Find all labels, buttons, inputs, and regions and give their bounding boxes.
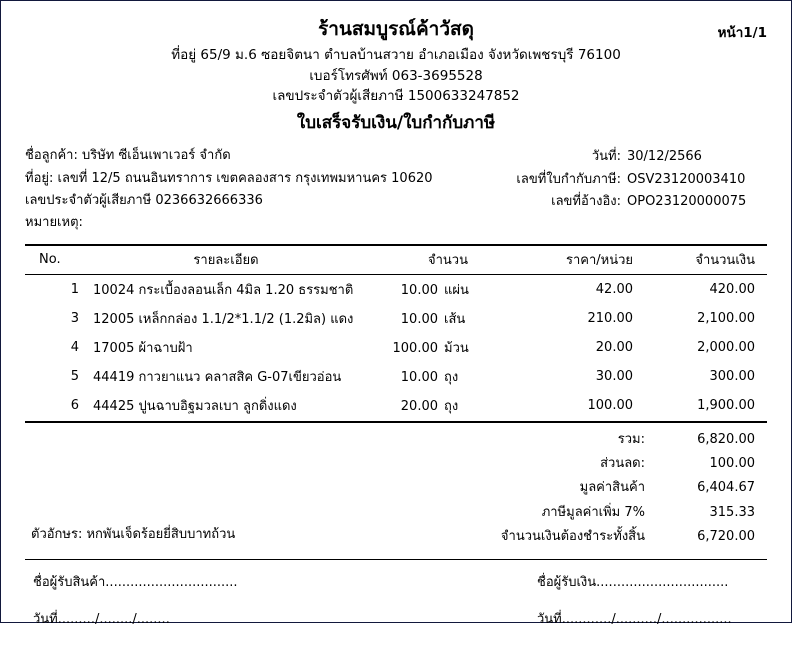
totals-label: จำนวนเงินต้องชำระทั้งสิ้น [500, 529, 645, 545]
table-row [25, 304, 767, 333]
party-meta-section [25, 145, 767, 234]
cell-amount: 2,100.00 [697, 310, 755, 326]
invoice-meta-row [516, 169, 759, 191]
payee-date-line: วันที่............/........../................. [537, 612, 732, 628]
customer-name: ชื่อลูกค้า: บริษัท ซีเอ็นเพาเวอร์ จำกัด [25, 148, 231, 164]
cell-qty [373, 333, 523, 362]
qty-wrapper [373, 308, 503, 329]
invoice-document [1, 1, 791, 628]
totals-label: มูลค่าสินค้า [579, 480, 645, 496]
cell-qty-unit: ถุง [444, 398, 459, 414]
cell-amount: 1,900.00 [697, 397, 755, 413]
invoice-meta-row [516, 146, 759, 168]
qty-wrapper [373, 366, 503, 387]
page-number: หน้า1/1 [717, 25, 767, 41]
signature-section [25, 573, 767, 643]
cell-detail: 17005 ผ้าฉาบฝ้า [93, 340, 193, 356]
document-header [25, 17, 767, 136]
cell-qty-number: 10.00 [400, 369, 438, 385]
signature-divider [25, 559, 767, 560]
cell-qty-number: 10.00 [400, 282, 438, 298]
column-header-detail: รายละเอียด [79, 245, 373, 275]
invoice-date-label: วันที่: [591, 149, 621, 165]
cell-no: 3 [70, 310, 79, 326]
cell-price: 100.00 [587, 397, 633, 413]
cell-price: 30.00 [595, 368, 633, 384]
totals-row [501, 428, 755, 452]
cell-qty [373, 274, 523, 304]
cell-no: 5 [70, 368, 79, 384]
totals-row [501, 452, 755, 476]
cell-no: 6 [70, 397, 79, 413]
table-row [25, 274, 767, 304]
shop-tax-id: เลขประจำตัวผู้เสียภาษี 1500633247852 [272, 88, 520, 105]
cell-qty-number: 100.00 [392, 340, 438, 356]
table-header [25, 245, 767, 275]
reference-no-label: เลขที่อ้างอิง: [551, 193, 621, 209]
customer-block [25, 145, 433, 234]
cell-amount: 300.00 [709, 368, 755, 384]
cell-qty [373, 391, 523, 421]
customer-address: ที่อยู่: เลขที่ 12/5 ถนนอินทราการ เขตคลองสาร กรุงเทพมหานคร 10620 [25, 170, 433, 186]
payee-name-line: ชื่อผู้รับเงิน................................ [537, 575, 729, 591]
shop-phone: เบอร์โทรศัพท์ 063-3695528 [309, 67, 483, 84]
qty-wrapper [373, 337, 503, 358]
amount-in-words-row [25, 523, 767, 545]
totals-value: 6,820.00 [697, 431, 755, 447]
cell-no: 4 [70, 339, 79, 355]
document-title: ใบเสร็จรับเงิน/ใบกำกับภาษี [296, 113, 496, 134]
cell-detail: 44419 กาวยาแนว คลาสสิค G-07เขียวอ่อน [93, 369, 342, 385]
table-body [25, 274, 767, 421]
totals-value: 6,720.00 [697, 529, 755, 545]
table-row [25, 391, 767, 421]
invoice-date-value: 30/12/2566 [627, 149, 702, 165]
items-bottom-divider [25, 421, 767, 423]
receiver-date-line: วันที่........./......../........ [33, 612, 170, 628]
cell-detail: 44425 ปูนฉาบอิฐมวลเบา ลูกดิ่งแดง [93, 398, 297, 414]
totals-row [501, 476, 755, 500]
totals-value: 100.00 [709, 456, 755, 471]
cell-price: 42.00 [595, 281, 633, 297]
totals-label: รวม: [617, 431, 645, 447]
cell-no: 1 [70, 281, 79, 297]
reference-no-value: OPO23120000075 [627, 193, 747, 209]
cell-amount: 2,000.00 [697, 339, 755, 355]
column-header-no: No. [25, 245, 79, 275]
shop-name: ร้านสมบูรณ์ค้าวัสดุ [318, 18, 474, 40]
line-items-table [25, 244, 767, 421]
totals-row [501, 501, 755, 525]
column-header-amount: จำนวนเงิน [645, 245, 767, 275]
table-row [25, 333, 767, 362]
cell-qty-number: 10.00 [400, 311, 438, 327]
cell-qty-unit: เส้น [444, 311, 466, 327]
cell-detail: 12005 เหล็กกล่อง 1.1/2*1.1/2 (1.2มิล) แดง [93, 311, 354, 327]
table-header-row [25, 245, 767, 275]
qty-wrapper [373, 395, 503, 416]
cell-qty-number: 20.00 [400, 398, 438, 414]
cell-amount: 420.00 [709, 281, 755, 297]
cell-qty [373, 362, 523, 391]
cell-qty-unit: ถุง [444, 369, 459, 385]
tax-invoice-no-value: OSV23120003410 [627, 171, 746, 187]
signature-payee-column [537, 573, 732, 647]
totals-value: 6,404.67 [697, 480, 755, 496]
column-header-qty: จำนวน [373, 245, 523, 275]
receiver-name-line: ชื่อผู้รับสินค้า................................ [33, 575, 238, 591]
totals-value: 315.33 [709, 504, 755, 520]
customer-tax-id: เลขประจำตัวผู้เสียภาษี 0236632666336 [25, 192, 263, 208]
cell-qty-unit: แผ่น [444, 282, 469, 298]
tax-invoice-no-label: เลขที่ใบกำกับภาษี: [516, 171, 621, 187]
cell-qty [373, 304, 523, 333]
amount-in-words: ตัวอักษร: หกพันเจ็ดร้อยยี่สิบบาทถ้วน [31, 527, 236, 543]
column-header-price: ราคา/หน่วย [523, 245, 645, 275]
cell-qty-unit: ม้วน [444, 340, 469, 356]
cell-price: 210.00 [587, 310, 633, 326]
invoice-meta-row [516, 191, 759, 213]
cell-price: 20.00 [595, 339, 633, 355]
totals-label: ส่วนลด: [600, 456, 645, 471]
table-row [25, 362, 767, 391]
qty-wrapper [373, 279, 503, 300]
invoice-meta-block [516, 145, 767, 213]
cell-detail: 10024 กระเบื้องลอนเล็ก 4มิล 1.20 ธรรมชาติ [93, 282, 354, 298]
customer-remark: หมายเหตุ: [25, 215, 83, 231]
shop-address: ที่อยู่ 65/9 ม.6 ซอยจิตนา ตำบลบ้านสวาย อำเภอเมือง จังหวัดเพชรบุรี 76100 [171, 46, 621, 63]
signature-receiver-column [33, 573, 238, 647]
totals-label: ภาษีมูลค่าเพิ่ม 7% [541, 504, 645, 520]
